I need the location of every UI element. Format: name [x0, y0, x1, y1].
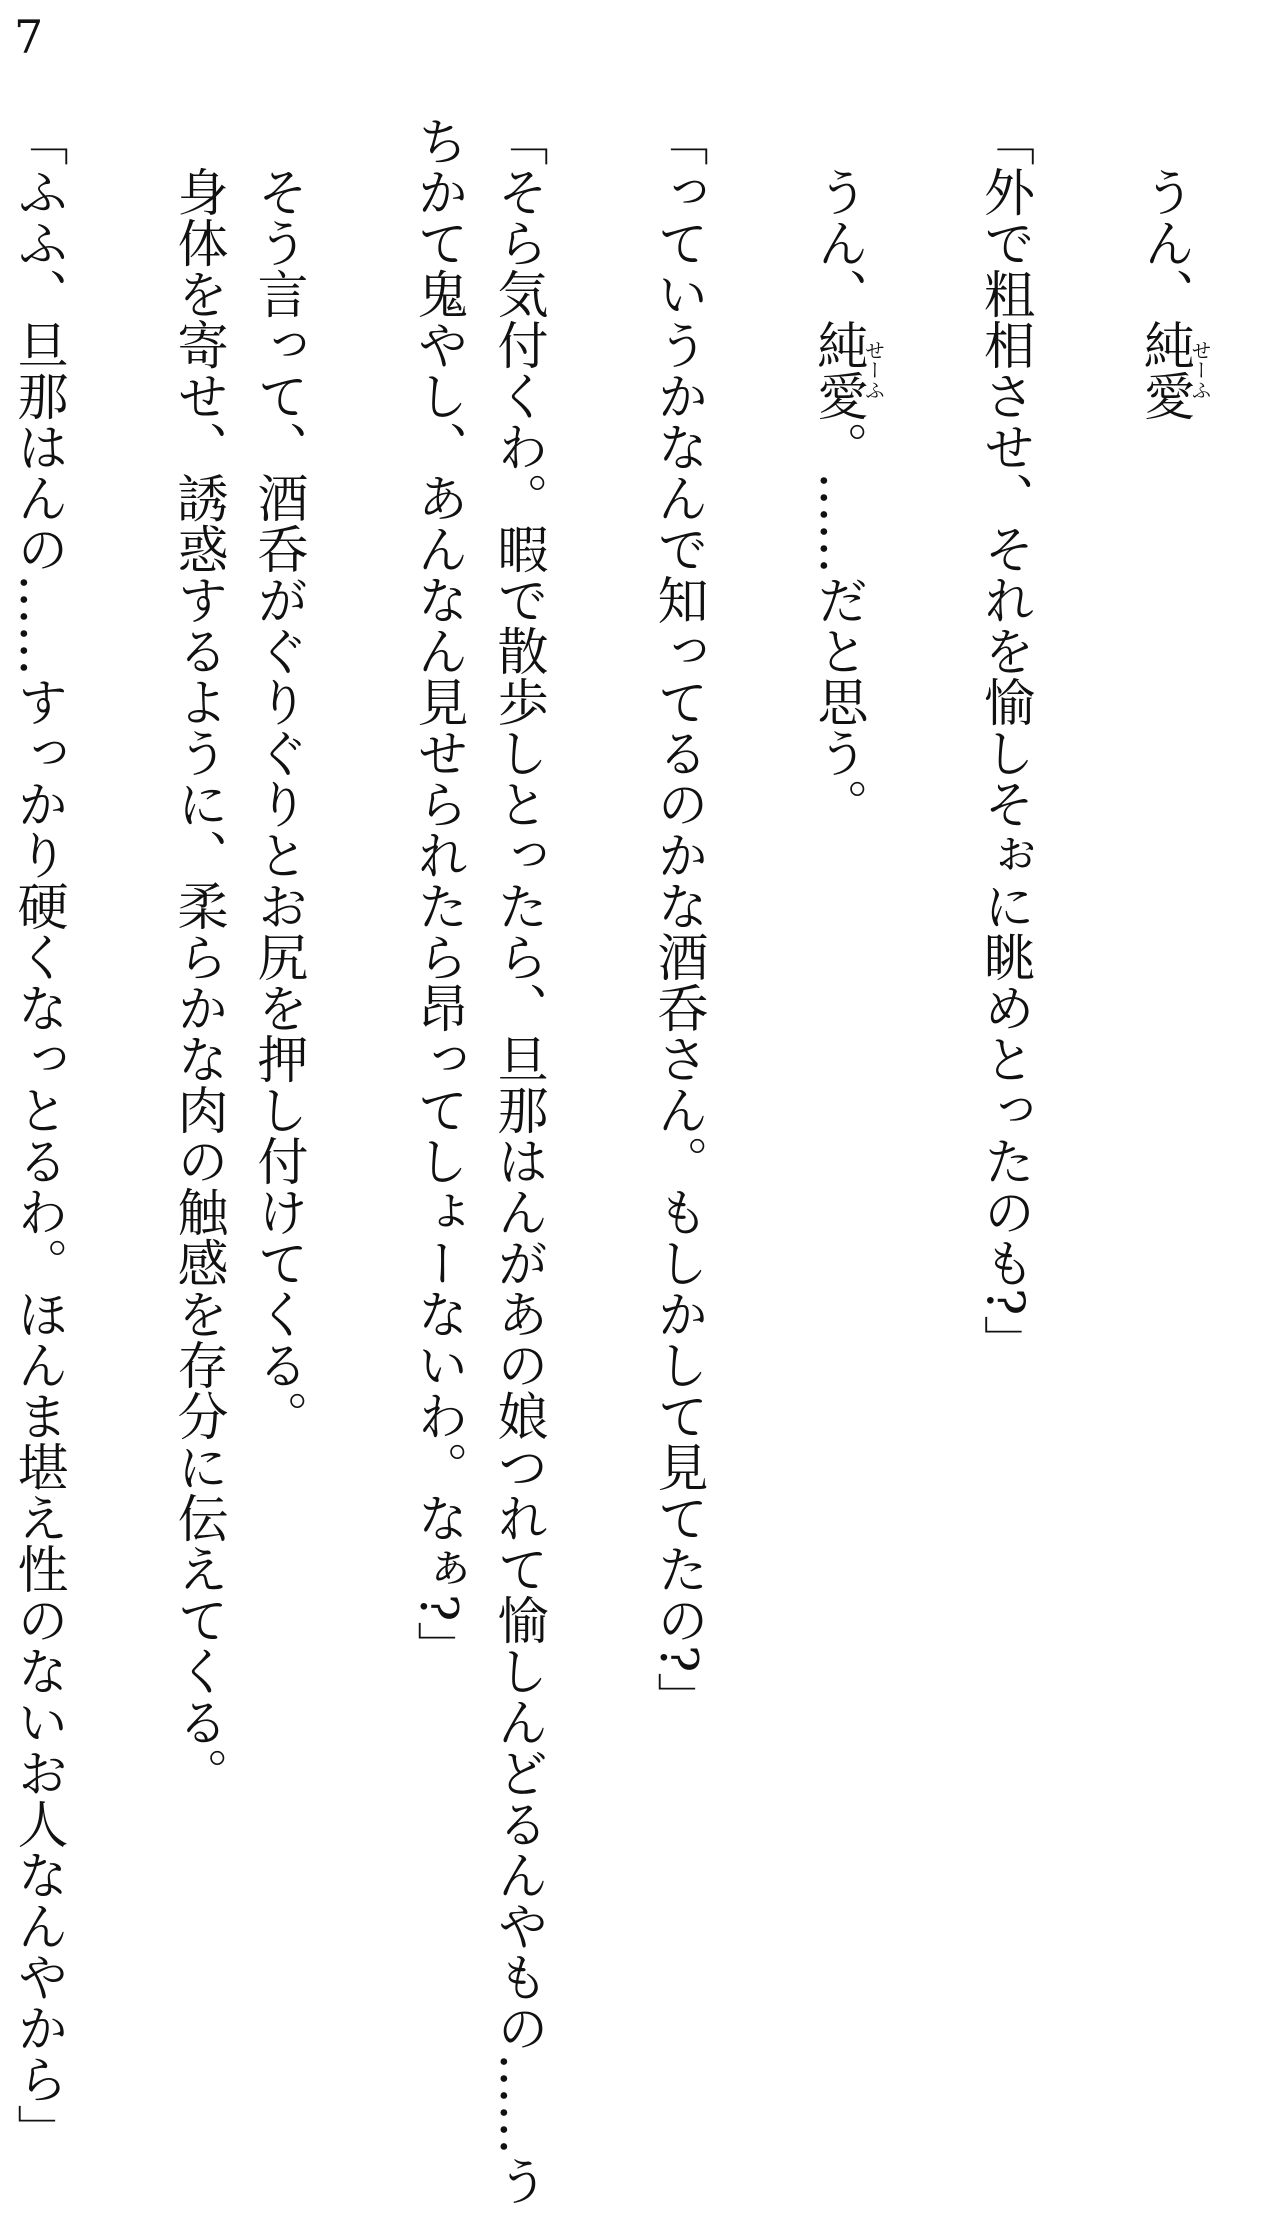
- text-block: [0, 115, 1210, 2220]
- paragraph: そう言って、酒呑がぐりぐりとお尻を押し付けてくる。: [248, 166, 307, 1441]
- furigana: せーふ: [861, 319, 886, 421]
- page-number: 7: [14, 10, 44, 64]
- ruby-annotated-text: 純愛せーふ: [808, 319, 886, 421]
- paragraph: 「そら気付くわ。暇で散歩しとったら、旦那はんがあの娘つれて愉しんどるんやもの……う ちかて鬼やし、あんなん見せられたら昂ってしょーないわ。なぁ?」: [408, 115, 547, 2206]
- ruby-annotated-text: 純愛せーふ: [1134, 319, 1212, 421]
- paragraph: 「っていうかなんで知ってるのかな酒呑さん。もしかして見てたの?」: [648, 115, 707, 1724]
- paragraph: うん、純愛せーふ。……だと思う。: [808, 166, 886, 829]
- paragraph: 「外で粗相させ、それを愉しそぉに眺めとったのも?」: [974, 115, 1034, 1367]
- paragraph: うん、純愛せーふ: [1134, 166, 1212, 421]
- paragraph: 身体を寄せ、誘惑するように、柔らかな肉の触感を存分に伝えてくる。: [168, 166, 227, 1798]
- furigana: せーふ: [1188, 319, 1212, 421]
- paragraph: 「ふふ、旦那はんの……すっかり硬くなっとるわ。ほんま堪え性のないお人なんやから」: [8, 115, 67, 2155]
